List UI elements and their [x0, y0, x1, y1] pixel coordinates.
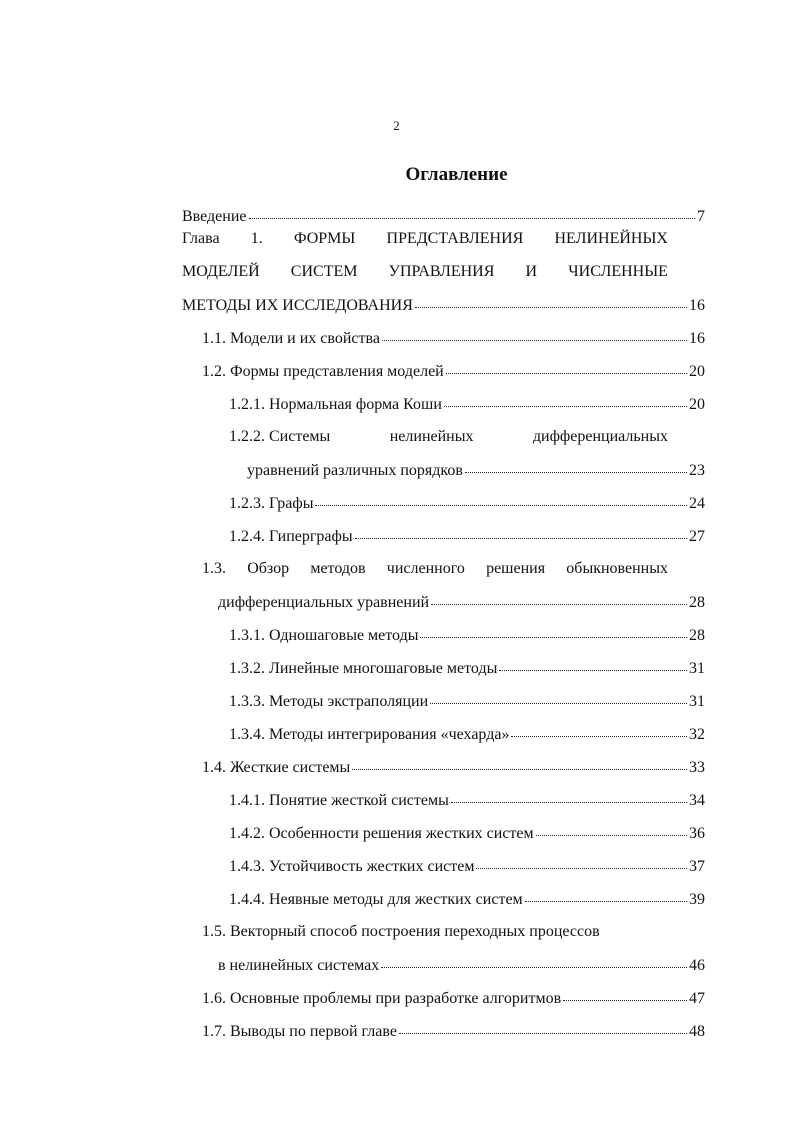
dot-leader — [476, 854, 687, 869]
toc-entry-1-7 — [202, 1021, 705, 1042]
dot-leader — [315, 491, 687, 506]
toc-entry-text: уравнений различных порядков — [247, 462, 463, 479]
toc-entry-page: 7 — [697, 208, 705, 225]
toc-entry-1-4-2 — [229, 823, 705, 844]
toc-word: решения — [486, 560, 546, 577]
toc-entry-text: 1.4. Жесткие системы — [202, 759, 351, 776]
dot-leader — [249, 204, 696, 219]
toc-entry-page: 16 — [689, 297, 705, 314]
dot-leader — [563, 986, 687, 1001]
toc-entry-text: в нелинейных системах — [218, 957, 380, 974]
toc-entry-page: 24 — [689, 495, 705, 512]
toc-entry-text: 1.2.1. Нормальная форма Коши — [229, 396, 442, 413]
toc-entry-text: 1.5. Векторный способ построения переходных процессов — [202, 923, 600, 940]
dot-leader — [415, 293, 687, 308]
toc-entry-text: МЕТОДЫ ИХ ИССЛЕДОВАНИЯ — [182, 297, 413, 314]
toc-chapter1-line1 — [182, 229, 668, 249]
toc-1-3-line1 — [202, 559, 668, 579]
dot-leader — [465, 458, 687, 473]
toc-entry-1-2-3 — [229, 493, 705, 514]
toc-word: НЕЛИНЕЙНЫХ — [554, 230, 668, 247]
toc-entry-text: 1.6. Основные проблемы при разработке алгоритмов — [202, 990, 562, 1007]
toc-entry-page: 16 — [689, 330, 705, 347]
dot-leader — [420, 623, 687, 638]
dot-leader — [536, 821, 687, 836]
page-title: Оглавление — [405, 164, 508, 185]
toc-chapter1-line2 — [182, 262, 668, 282]
toc-entry-text: 1.2.3. Графы — [229, 495, 314, 512]
toc-entry-page: 32 — [689, 726, 705, 743]
toc-word: нелинейных — [389, 428, 474, 445]
toc-entry-text: 1.3.3. Методы экстраполяции — [229, 693, 429, 710]
toc-entry-1-2 — [202, 361, 705, 382]
dot-leader — [499, 656, 687, 671]
toc-entry-1-3-3 — [229, 691, 705, 712]
toc-entry-page: 20 — [689, 396, 705, 413]
toc-entry-text: 1.2.4. Гиперграфы — [229, 528, 353, 545]
dot-leader — [399, 1019, 687, 1034]
toc-entry-1-5 — [218, 955, 705, 976]
toc-entry-1-3 — [218, 592, 705, 613]
dot-leader — [430, 689, 687, 704]
toc-1-5-line1 — [202, 922, 600, 942]
toc-entry-1-3-1 — [229, 625, 705, 646]
toc-entry-1-1 — [202, 328, 705, 349]
toc-word: МОДЕЛЕЙ — [182, 263, 260, 280]
toc-entry-page: 33 — [689, 759, 705, 776]
toc-entry-page: 20 — [689, 363, 705, 380]
toc-entry-text: 1.1. Модели и их свойства — [202, 330, 380, 347]
toc-entry-intro — [182, 206, 705, 227]
toc-word: ФОРМЫ — [293, 230, 356, 247]
toc-entry-text: 1.4.2. Особенности решения жестких систем — [229, 825, 534, 842]
toc-word: 1. — [250, 230, 263, 247]
toc-entry-page: 27 — [689, 528, 705, 545]
toc-word: численного — [386, 560, 465, 577]
toc-entry-1-2-2 — [247, 460, 705, 481]
toc-word: Обзор — [247, 560, 290, 577]
toc-entry-text: дифференциальных уравнений — [218, 594, 430, 611]
toc-word: УПРАВЛЕНИЯ — [388, 263, 495, 280]
toc-entry-page: 36 — [689, 825, 705, 842]
toc-entry-1-2-1 — [229, 394, 705, 415]
toc-1-2-2-line1 — [229, 427, 668, 447]
dot-leader — [511, 722, 687, 737]
toc-word: обыкновенных — [566, 560, 668, 577]
dot-leader — [431, 590, 687, 605]
toc-entry-1-6 — [202, 988, 705, 1009]
toc-entry-page: 34 — [689, 792, 705, 809]
toc-entry-text: 1.4.3. Устойчивость жестких систем — [229, 858, 475, 875]
toc-entry-page: 48 — [689, 1023, 705, 1040]
toc-word: И — [525, 263, 538, 280]
toc-entry-page: 46 — [689, 957, 705, 974]
toc-entry-text: 1.3.1. Одношаговые методы — [229, 627, 419, 644]
toc-entry-text: 1.7. Выводы по первой главе — [202, 1023, 397, 1040]
dot-leader — [381, 953, 687, 968]
dot-leader — [352, 755, 687, 770]
toc-word: 1.3. — [202, 560, 226, 577]
toc-entry-page: 31 — [689, 660, 705, 677]
toc-entry-text: 1.3.4. Методы интегрирования «чехарда» — [229, 726, 510, 743]
toc-entry-1-3-2 — [229, 658, 705, 679]
toc-word: методов — [310, 560, 366, 577]
toc-entry-page: 37 — [689, 858, 705, 875]
toc-entry-page: 28 — [689, 627, 705, 644]
toc-entry-1-4-1 — [229, 790, 705, 811]
toc-entry-text: 1.2. Формы представления моделей — [202, 363, 444, 380]
toc-entry-page: 39 — [689, 891, 705, 908]
dot-leader — [451, 788, 687, 803]
toc-entry-page: 28 — [689, 594, 705, 611]
page-number: 2 — [393, 118, 400, 133]
dot-leader — [446, 359, 687, 374]
toc-entry-1-3-4 — [229, 724, 705, 745]
toc-word: дифференциальных — [532, 428, 668, 445]
toc-entry-text: 1.4.4. Неявные методы для жестких систем — [229, 891, 523, 908]
toc-entry-text: 1.3.2. Линейные многошаговые методы — [229, 660, 498, 677]
toc-word: ЧИСЛЕННЫЕ — [568, 263, 668, 280]
toc-entry-page: 47 — [689, 990, 705, 1007]
toc-entry-1-2-4 — [229, 526, 705, 547]
toc-entry-page: 23 — [689, 462, 705, 479]
toc-entry-chapter1 — [182, 295, 705, 316]
toc-entry-page: 31 — [689, 693, 705, 710]
dot-leader — [382, 326, 687, 341]
dot-leader — [444, 392, 687, 407]
toc-entry-text: 1.4.1. Понятие жесткой системы — [229, 792, 449, 809]
toc-entry-1-4-4 — [229, 889, 705, 910]
toc-word: СИСТЕМ — [290, 263, 358, 280]
toc-word: Глава — [182, 230, 220, 247]
dot-leader — [355, 524, 687, 539]
toc-word: 1.2.2. Системы — [229, 428, 331, 445]
toc-entry-text: Введение — [182, 208, 247, 225]
dot-leader — [525, 887, 687, 902]
toc-entry-1-4-3 — [229, 856, 705, 877]
toc-entry-1-4 — [202, 757, 705, 778]
toc-word: ПРЕДСТАВЛЕНИЯ — [386, 230, 524, 247]
